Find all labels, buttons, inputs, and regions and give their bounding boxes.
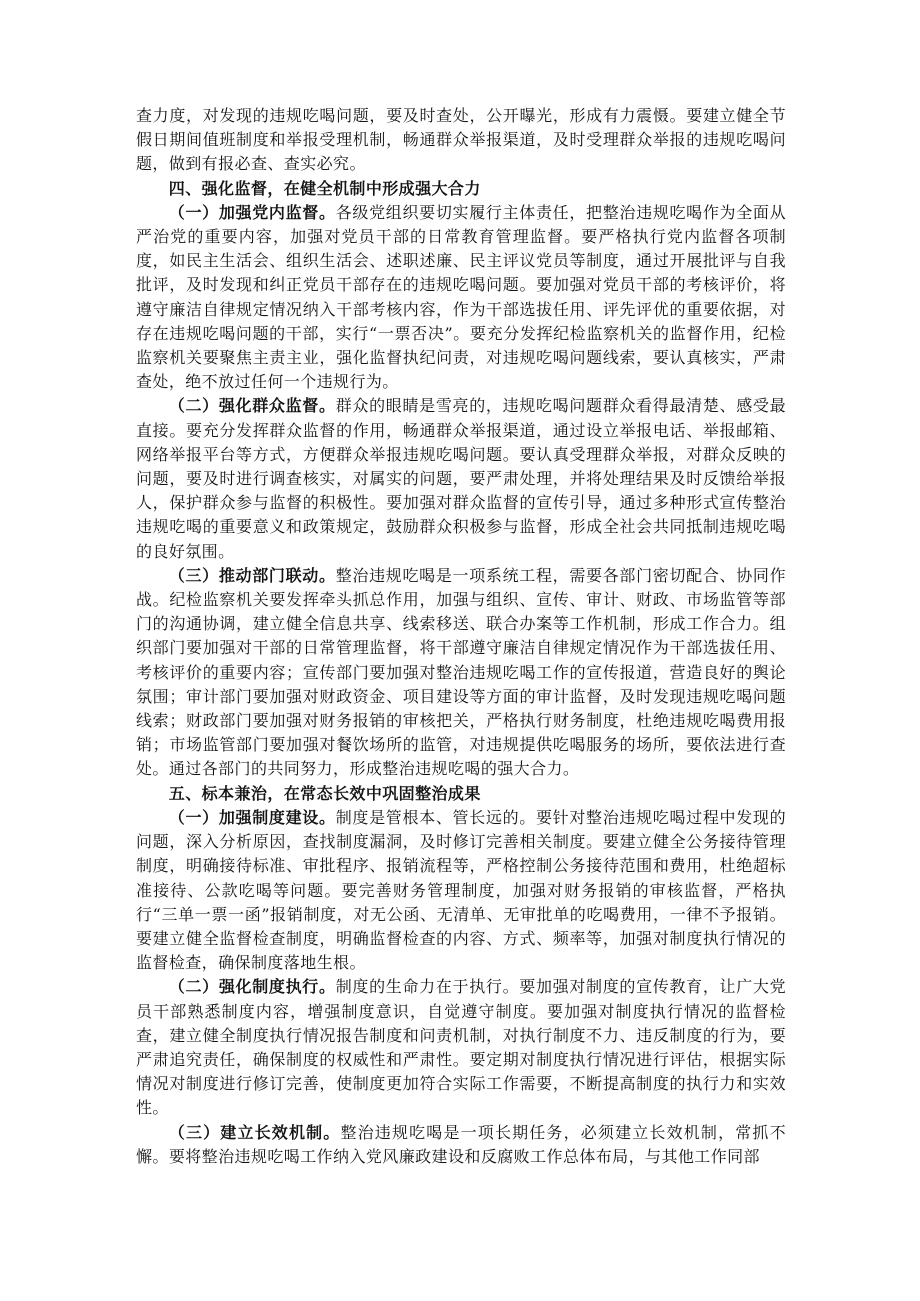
- paragraph-public-supervision: [136, 394, 786, 563]
- paragraph-body: 整治违规吃喝是一项系统工程，需要各部门密切配合、协同作战。纪检监察机关要发挥牵头抓总作用，加强与组织、宣传、审计、财政、市场监管等部门的沟通协调，建立健全信息共享、线索移送、联合办案等工作机制，形成工作合力。组织部门要加强对干部的日常管理监督，将干部遵守廉洁自律规定情况作为干部选拔任用、考核评价的重要内容；宣传部门要加强对整治违规吃喝工作的宣传报道，营造良好的舆论氛围；审计部门要加强对财政资金、项目建设等方面的审计监督，及时发现违规吃喝问题线索；财政部门要加强对财务报销的审核把关，严格执行财务制度，杜绝违规吃喝费用报销；市场监管部门要加强对餐饮场所的监管，对违规提供吃喝服务的场所，要依法进行查处。通过各部门的共同努力，形成整治违规吃喝的强大合力。: [136, 565, 787, 779]
- paragraph-body: 各级党组织要切实履行主体责任，把整治违规吃喝作为全面从严治党的重要内容，加强对党员干部的日常教育管理监督。要严格执行党内监督各项制度，如民主生活会、组织生活会、述职述廉、民主评议党员等制度，通过开展批评与自我批评，及时发现和纠正党员干部存在的违规吃喝问题。要加强对党员干部的考核评价，将遵守廉洁自律规定情况纳入干部考核内容，作为干部选拔任用、评先评优的重要依据，对存在违规吃喝问题的干部，实行“一票否决”。要充分发挥纪检监察机关的监督作用，纪检监察机关要聚焦主责主业，强化监督执纪问责，对违规吃喝问题线索，要认真核实，严肃查处，绝不放过任何一个违规行为。: [136, 202, 787, 392]
- paragraph-body: 制度的生命力在于执行。要加强对制度的宣传教育，让广大党员干部熟悉制度内容，增强制度意识，自觉遵守制度。要加强对制度执行情况的监督检查，建立健全制度执行情况报告制度和问责机制，对执行制度不力、违反制度的行为，要严肃追究责任，确保制度的权威性和严肃性。要定期对制度执行情况进行评估，根据实际情况对制度进行修订完善，使制度更加符合实际工作需要，不断提高制度的执行力和实效性。: [136, 977, 787, 1118]
- paragraph-lead: （二）强化制度执行。: [168, 977, 336, 997]
- paragraph-system-execution: [136, 975, 786, 1120]
- section-heading-5: 五、标本兼治，在常态长效中巩固整治成果: [168, 783, 481, 803]
- paragraph-lead: （二）强化群众监督。: [168, 396, 336, 416]
- paragraph-body: 整治违规吃喝是一项长期任务，必须建立长效机制，常抓不懈。要将整治违规吃喝工作纳入党风廉政建设和反腐败工作总体布局，与其他工作同部: [136, 1122, 787, 1166]
- paragraph-body: 制度是管根本、管长远的。要针对整治违规吃喝过程中发现的问题，深入分析原因，查找制度漏洞，及时修订完善相关制度。要建立健全公务接待管理制度，明确接待标准、审批程序、报销流程等，严格控制公务接待范围和费用，杜绝超标准接待、公款吃喝等问题。要完善财务管理制度，加强对财务报销的审核监督，严格执行“三单一票一函”报销制度，对无公函、无清单、无审批单的吃喝费用，一律不予报销。要建立健全监督检查制度，明确监督检查的内容、方式、频率等，加强对制度执行情况的监督检查，确保制度落地生根。: [136, 807, 787, 973]
- paragraph-department-linkage: [136, 564, 786, 782]
- paragraph-body: 群众的眼睛是雪亮的，违规吃喝问题群众看得最清楚、感受最直接。要充分发挥群众监督的作用，畅通群众举报渠道，通过设立举报电话、举报邮箱、网络举报平台等方式，方便群众举报违规吃喝问题。要认真受理群众举报，对群众反映的问题，要及时进行调查核实，对属实的问题，要严肃处理，并将处理结果及时反馈给举报人，保护群众参与监督的积极性。要加强对群众监督的宣传引导，通过多种形式宣传整治违规吃喝的重要意义和政策规定，鼓励群众积极参与监督，形成全社会共同抵制违规吃喝的良好氛围。: [136, 396, 787, 561]
- paragraph-long-term-mechanism: [136, 1121, 786, 1169]
- paragraph-system-building: [136, 806, 786, 975]
- paragraph-lead: （一）加强党内监督。: [168, 202, 336, 222]
- paragraph-continuation: 查力度，对发现的违规吃喝问题，要及时查处，公开曝光，形成有力震慑。要建立健全节假日期间值班制度和举报受理机制，畅通群众举报渠道，及时受理群众举报的违规吃喝问题，做到有报必查、查实必究。: [136, 106, 786, 174]
- paragraph-party-supervision: [136, 201, 786, 395]
- paragraph-lead: （三）推动部门联动。: [168, 565, 336, 585]
- paragraph-lead: （三）建立长效机制。: [168, 1122, 341, 1142]
- paragraph-lead: （一）加强制度建设。: [168, 807, 336, 827]
- section-heading-4: 四、强化监督，在健全机制中形成强大合力: [168, 178, 481, 198]
